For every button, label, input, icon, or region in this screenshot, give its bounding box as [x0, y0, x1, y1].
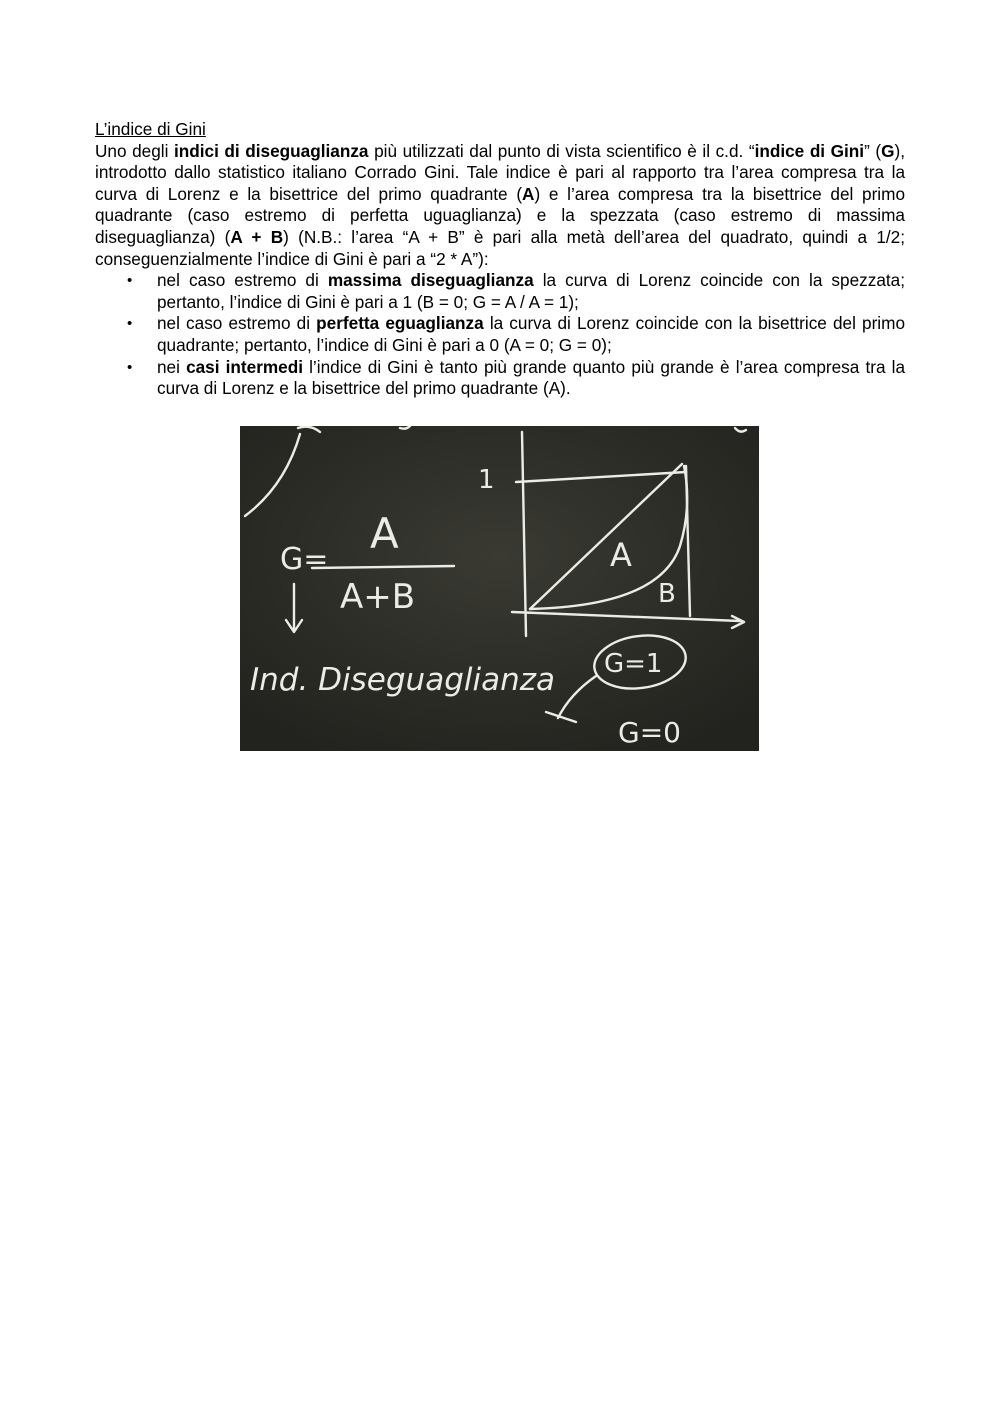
bold-text: massima diseguaglianza: [327, 270, 534, 291]
board-surface: [240, 426, 759, 751]
bullet-item: [95, 313, 905, 356]
note-text: Ind. Diseguaglianza: [250, 662, 556, 698]
bold-text: casi intermedi: [186, 356, 303, 377]
bullet-glyph: •: [127, 272, 133, 290]
formula-numerator: A: [370, 509, 399, 558]
chalkboard-photo: [240, 426, 759, 751]
intro-paragraph: [95, 141, 905, 271]
bullet-list: [95, 270, 905, 400]
text-run: l’indice di Gini è tanto più grande quanto più grande è l’area compresa tra la curva di Lorenz e la bisettrice del primo quadrante (A).: [157, 356, 906, 399]
text-run: nel caso estremo di: [157, 313, 317, 334]
bold-text: perfetta eguaglianza: [316, 313, 484, 334]
area-a-label: A: [610, 536, 632, 574]
text-run: Uno degli: [95, 140, 174, 161]
bold-text: A: [522, 183, 535, 204]
formula-denominator: A+B: [340, 577, 416, 617]
section-title: L’indice di Gini: [95, 119, 206, 139]
text-run: ) e l’area compresa tra la bisettrice del primo quadrante (caso estremo di perfetta uguaglianza) e la spezzata (caso estremo di massima diseguaglianza) (: [95, 183, 905, 247]
bullet-item: [95, 357, 905, 400]
text-run: ) (N.B.: l’area “A + B” è pari alla metà dell’area del quadrato, quindi a 1/2; conseguenzialmente l’indice di Gini è pari a “2 * A”):: [95, 226, 905, 269]
bold-text: indice di Gini: [754, 140, 865, 161]
chalkboard-drawing: [240, 426, 759, 751]
bullet-glyph: •: [127, 358, 133, 376]
text-run: nel caso estremo di: [157, 270, 328, 291]
text-run: ), introdotto dallo statistico italiano Corrado Gini. Tale indice è pari al rapporto tra l’area compresa tra la curva di Lorenz e la bisettrice del primo quadrante (: [95, 140, 905, 204]
g-one-label: G=1: [604, 649, 663, 679]
area-b-label: B: [658, 579, 676, 609]
bullet-glyph: •: [127, 315, 133, 333]
bold-text: A + B: [230, 226, 284, 247]
bold-text: indici di diseguaglianza: [173, 140, 369, 161]
text-run: nei: [157, 356, 187, 377]
text-run: ” (: [864, 140, 882, 161]
text-run: la curva di Lorenz coincide con la spezzata; pertanto, l’indice di Gini è pari a 1 (B = 0; G = A / A = 1);: [157, 270, 905, 312]
g-zero-label: G=0: [618, 716, 681, 749]
bold-text: G: [881, 140, 895, 161]
document-body: [95, 119, 905, 400]
text-run: la curva di Lorenz coincide con la bisettrice del primo quadrante; pertanto, l’indice di Gini è pari a 0 (A = 0; G = 0);: [157, 313, 906, 355]
bullet-item: [95, 270, 905, 313]
axis-one-label: 1: [478, 465, 495, 495]
formula-g-label: G=: [280, 542, 329, 577]
text-run: più utilizzati dal punto di vista scientifico è il c.d. “: [368, 140, 755, 161]
